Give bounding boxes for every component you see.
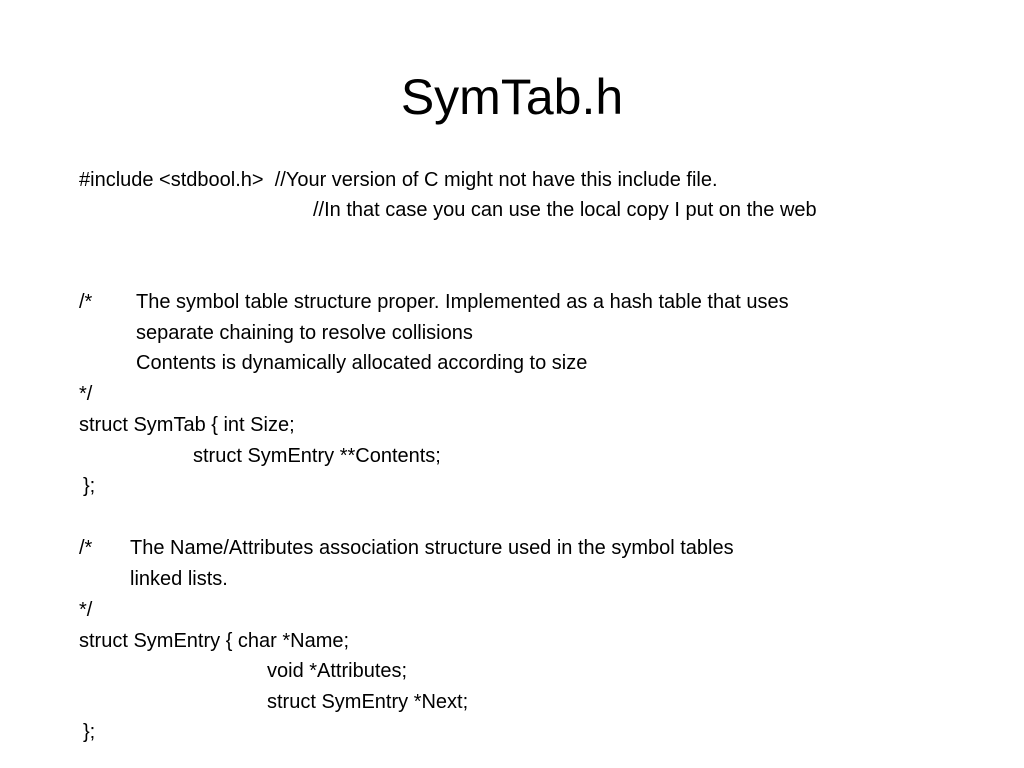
struct-symtab-close: }; xyxy=(83,475,96,497)
symtab-comment-line-3: Contents is dynamically allocated according to size xyxy=(136,352,588,374)
symtab-contents-field: struct SymEntry **Contents; xyxy=(193,445,441,467)
symentry-comment-line-2: linked lists. xyxy=(130,568,228,590)
comment-close-2: */ xyxy=(79,599,93,621)
include-line: #include <stdbool.h> //Your version of C might not have this include file. xyxy=(79,169,718,191)
struct-symtab-line: struct SymTab { int Size; xyxy=(79,414,295,436)
symentry-next-field: struct SymEntry *Next; xyxy=(267,691,469,713)
comment-close: */ xyxy=(79,383,93,405)
symentry-attributes-field: void *Attributes; xyxy=(267,660,408,682)
symtab-comment-line-1: The symbol table structure proper. Implemented as a hash table that uses xyxy=(136,291,789,313)
comment-open-2: /* xyxy=(79,537,93,559)
slide-title: SymTab.h xyxy=(400,69,624,125)
struct-symentry-line: struct SymEntry { char *Name; xyxy=(79,630,350,652)
symtab-comment-line-2: separate chaining to resolve collisions xyxy=(136,322,473,344)
struct-symentry-close: }; xyxy=(83,721,96,743)
include-comment-continuation: //In that case you can use the local copy I put on the web xyxy=(313,199,817,221)
symentry-comment-line-1: The Name/Attributes association structure used in the symbol tables xyxy=(130,537,734,559)
comment-open: /* xyxy=(79,291,93,313)
